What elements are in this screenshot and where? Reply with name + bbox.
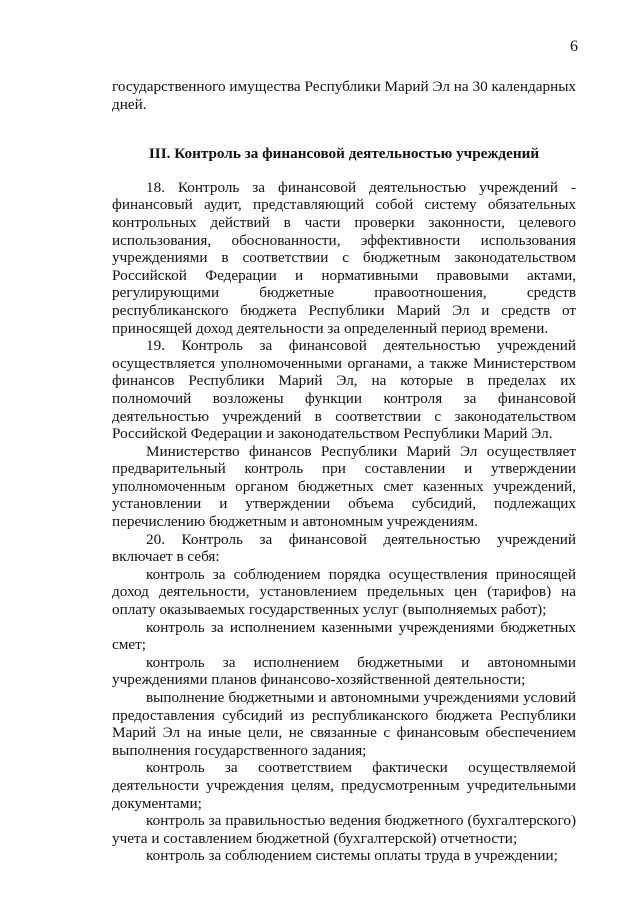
list-item: контроль за соответствием фактически осуществляемой деятельности учреждения целям, предусмотренным учредительными документами; bbox=[112, 759, 576, 812]
paragraph-minfin-control: Министерство финансов Республики Марий Эл осуществляет предварительный контроль при составлении и утверждении уполномоченным органом бюджетных смет казенных учреждений, установлении и утверждении объема субсидий, подлежащих перечислению бюджетным и автономным учреждениям. bbox=[112, 442, 576, 531]
paragraph-18: 18. Контроль за финансовой деятельностью учреждений - финансовый аудит, представляющий собой систему обязательных контрольных действий в части проверки законности, целевого использования, обоснованности, эффективности использования учреждениями в соответствии с бюджетным законодательством Российской Федерации и нормативными правовыми актами, регулирующими бюджетные правоотношения, средств республиканского бюджета Республики Марий Эл и средств от приносящей доход деятельности за определенный период времени. bbox=[112, 178, 576, 337]
paragraph-19: 19. Контроль за финансовой деятельностью учреждений осуществляется уполномоченными органами, а также Министерством финансов Республики Марий Эл, на которые в пределах их полномочий возложены функции контроля за финансовой деятельностью учреждений в соответствии с законодательством Российской Федерации и законодательством Республики Марий Эл. bbox=[112, 337, 576, 443]
list-item: контроль за правильностью ведения бюджетного (бухгалтерского) учета и составлением бюджетной (бухгалтерской) отчетности; bbox=[112, 812, 576, 847]
list-item: контроль за исполнением бюджетными и автономными учреждениями планов финансово-хозяйственной деятельности; bbox=[112, 653, 576, 689]
list-item: контроль за исполнением казенными учреждениями бюджетных смет; bbox=[112, 618, 576, 654]
page-content bbox=[112, 78, 576, 865]
page-number: 6 bbox=[570, 38, 578, 55]
list-item: контроль за соблюдением системы оплаты труда в учреждении; bbox=[146, 847, 558, 865]
section-heading: III. Контроль за финансовой деятельностью учреждений bbox=[148, 145, 540, 163]
paragraph-20: 20. Контроль за финансовой деятельностью учреждений включает в себя: bbox=[112, 530, 576, 566]
list-item: выполнение бюджетными и автономными учреждениями условий предоставления субсидий из республиканского бюджета Республики Марий Эл на иные цели, не связанные с финансовым обеспечением выполнения государственного задания; bbox=[112, 689, 576, 759]
intro-paragraph: государственного имущества Республики Марий Эл на 30 календарных дней. bbox=[112, 78, 576, 113]
list-item: контроль за соблюдением порядка осуществления приносящей доход деятельности, установлением предельных цен (тарифов) на оплату оказываемых государственных услуг (выполняемых работ); bbox=[112, 565, 576, 619]
